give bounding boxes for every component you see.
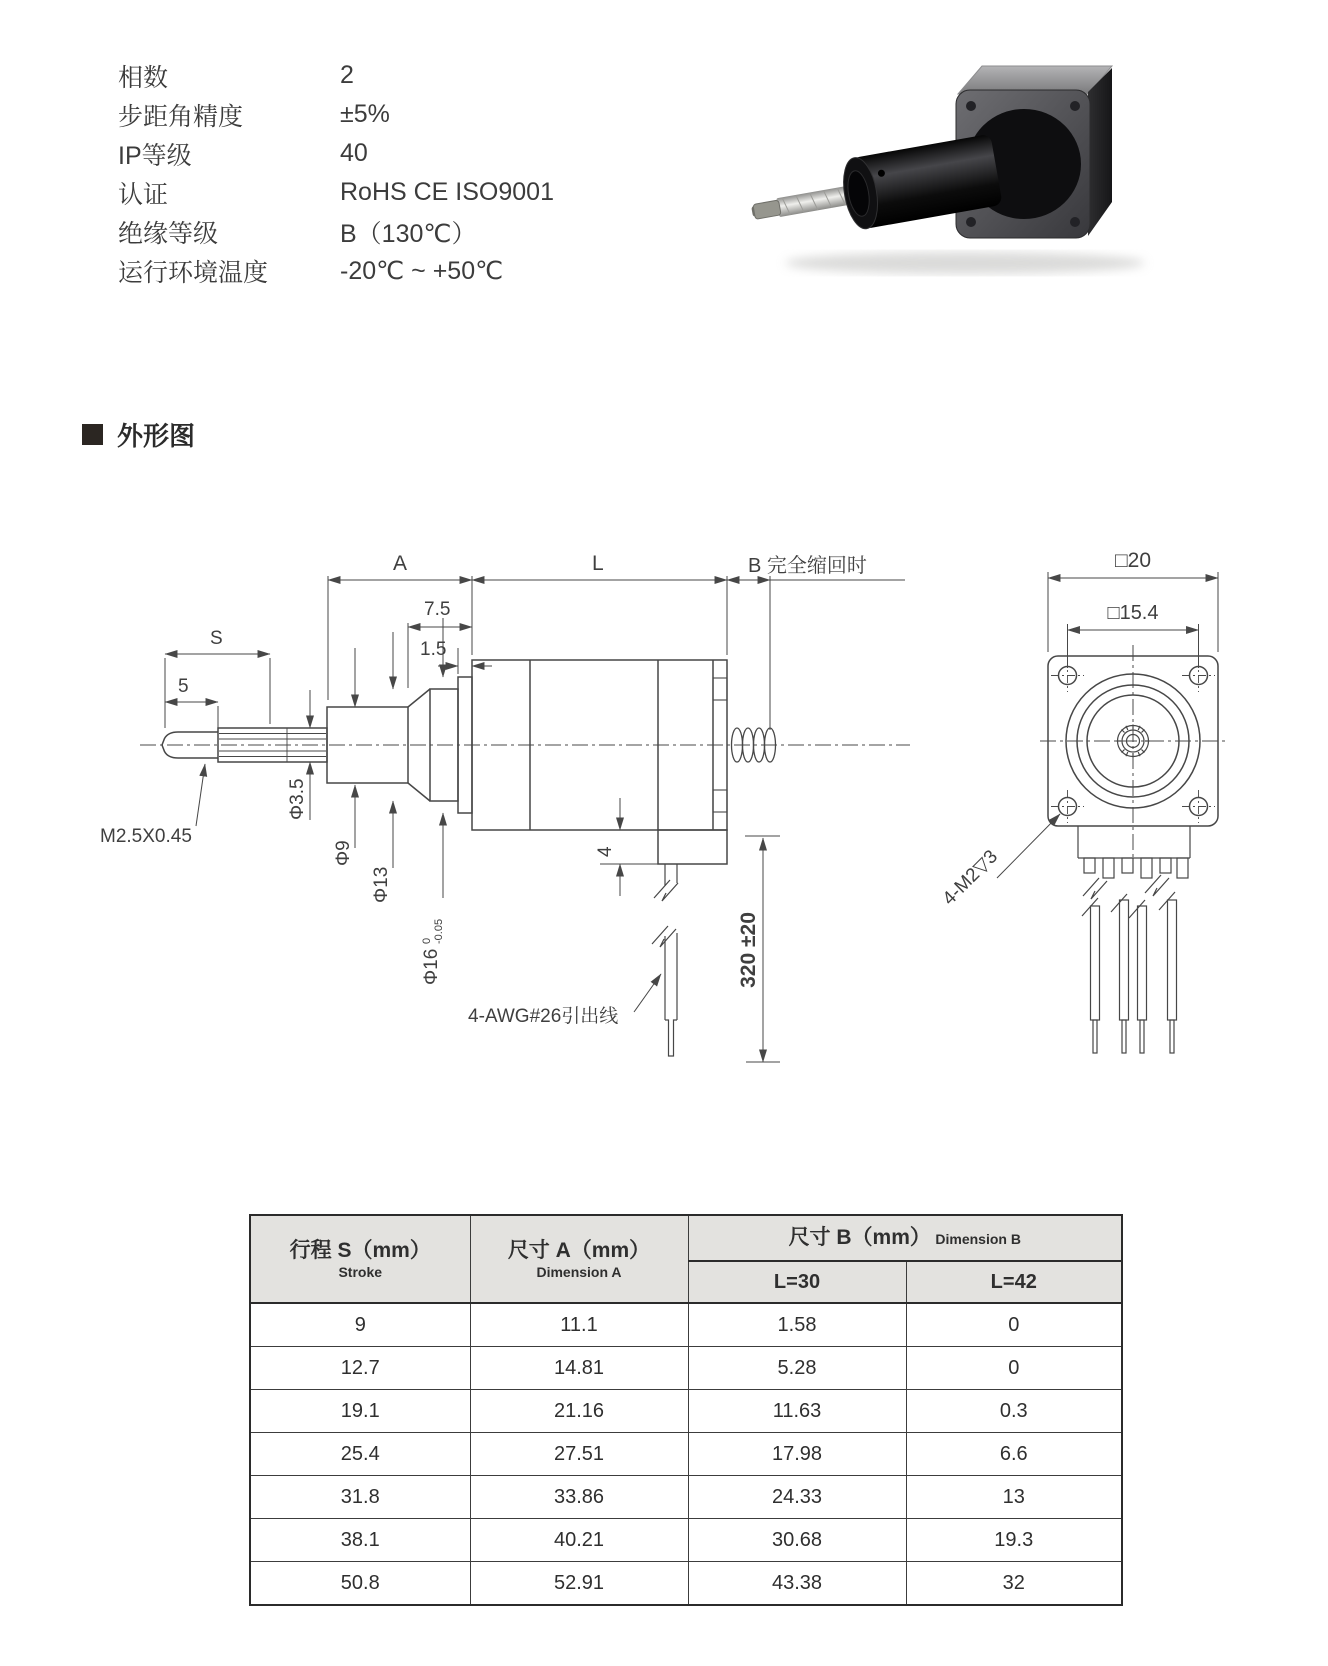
rear-notch-top [713,678,727,700]
dimension-table [249,1214,1123,1606]
header-stroke-en: Stroke [338,1264,383,1281]
spec-row [118,212,738,251]
cell-b-l30: 11.63 [688,1390,906,1433]
dia-3-5-label: Φ3.5 [287,778,308,820]
corner-screw [966,217,976,227]
cell-stroke: 25.4 [250,1433,470,1476]
cell-b-l42: 19.3 [906,1519,1122,1562]
table-row [250,1519,1122,1562]
cell-b-l30: 5.28 [688,1347,906,1390]
drawing-labels [100,549,1159,1027]
cell-dim-a: 11.1 [470,1303,688,1347]
table-row [250,1347,1122,1390]
dim-s-label: S [210,628,223,649]
table-row [250,1303,1122,1347]
spec-list [118,56,738,290]
cell-b-l42: 13 [906,1476,1122,1519]
spec-value: B（130℃） [340,219,477,248]
lead-length-label: 320 ±20 [737,912,760,988]
rear-notch-bottom [713,790,727,812]
table-row [250,1476,1122,1519]
dim-sq20-label: □20 [1114,549,1152,572]
rod-collar [753,200,781,219]
dim-4-label: 4 [595,846,616,857]
dia-16-tol-lower: -0.05 [433,918,445,944]
header-dim-b-en: Dimension B [935,1230,1021,1247]
spec-label: IP等级 [118,141,192,170]
motor-side-face [1088,68,1112,236]
dim-5-label: 5 [178,676,189,697]
spec-value: ±5% [340,100,390,128]
cell-b-l42: 0 [906,1303,1122,1347]
dim-a-label: A [393,552,408,575]
section-title: 外形图 [117,421,196,451]
cell-dim-a: 40.21 [470,1519,688,1562]
cell-stroke: 38.1 [250,1519,470,1562]
dia-16-tol-upper: 0 [421,937,433,944]
header-stroke-zh: 行程 S（mm） [289,1238,431,1262]
cell-b-l42: 0.3 [906,1390,1122,1433]
cell-b-l42: 32 [906,1562,1122,1606]
table-row [250,1433,1122,1476]
outline-drawing [80,470,1300,1100]
spec-value: 40 [340,139,368,167]
cell-b-l30: 17.98 [688,1433,906,1476]
spec-label: 运行环境温度 [118,258,269,287]
spec-value: RoHS CE ISO9001 [340,178,554,206]
product-photo [730,50,1180,285]
cell-stroke: 31.8 [250,1476,470,1519]
corner-screw [1070,217,1080,227]
spec-row [118,56,738,95]
header-dim-b [688,1215,1122,1261]
side-wires [652,864,678,1056]
spec-row [118,134,738,173]
cell-b-l30: 24.33 [688,1476,906,1519]
dia-16-label-group [421,919,445,985]
leads-label: 4-AWG#26引出线 [468,1006,619,1027]
dim-7-5-label: 7.5 [424,599,451,620]
spec-value: -20℃ ~ +50℃ [340,256,504,285]
spec-value: 2 [340,61,354,89]
cell-dim-a: 14.81 [470,1347,688,1390]
cell-b-l30: 1.58 [688,1303,906,1347]
front-wires [1082,892,1177,1053]
dim-b-label: B 完全缩回时 [748,555,867,577]
section-bullet-icon [82,424,103,445]
spec-row [118,95,738,134]
spec-label: 相数 [118,63,169,92]
cell-dim-a: 21.16 [470,1390,688,1433]
wire-exit-block [658,830,727,864]
side-view-outline [162,660,776,1056]
front-pins-block [1078,826,1190,899]
dimension-lines [165,572,1218,1062]
cell-b-l42: 6.6 [906,1433,1122,1476]
corner-screw [1070,101,1080,111]
cell-dim-a: 33.86 [470,1476,688,1519]
cell-b-l30: 43.38 [688,1562,906,1606]
header-dim-a [470,1215,688,1303]
cell-stroke: 50.8 [250,1562,470,1606]
dia-13-label: Φ13 [371,866,392,903]
centerlines [140,645,1227,872]
cell-dim-a: 27.51 [470,1433,688,1476]
spec-label: 绝缘等级 [118,219,219,248]
table-row [250,1390,1122,1433]
dia-16-label: Φ16 [421,948,442,985]
spec-label: 认证 [118,180,169,209]
cell-b-l30: 30.68 [688,1519,906,1562]
cell-stroke: 19.1 [250,1390,470,1433]
dim-l-label: L [592,552,604,575]
header-dim-b-zh: 尺寸 B（mm） [788,1225,931,1249]
header-l30: L=30 [688,1261,906,1303]
dim-1-5-label: 1.5 [420,639,447,660]
section-header [82,416,195,453]
header-dim-a-zh: 尺寸 A（mm） [507,1238,651,1262]
header-stroke [250,1215,470,1303]
dia-9-label: Φ9 [333,840,354,866]
spec-label: 步距角精度 [118,102,244,131]
cell-stroke: 9 [250,1303,470,1347]
spec-row [118,173,738,212]
photo-shadow [785,252,1145,274]
tap-spec-label: 4-M2▽3 [938,846,1002,910]
header-dim-a-en: Dimension A [536,1264,622,1281]
header-l42: L=42 [906,1261,1122,1303]
cell-dim-a: 52.91 [470,1562,688,1606]
table-row [250,1562,1122,1606]
cell-stroke: 12.7 [250,1347,470,1390]
dim-sq154-label: □15.4 [1107,602,1159,624]
corner-screw [966,101,976,111]
cell-b-l42: 0 [906,1347,1122,1390]
spec-row [118,251,738,290]
thread-spec-label: M2.5X0.45 [100,826,192,847]
